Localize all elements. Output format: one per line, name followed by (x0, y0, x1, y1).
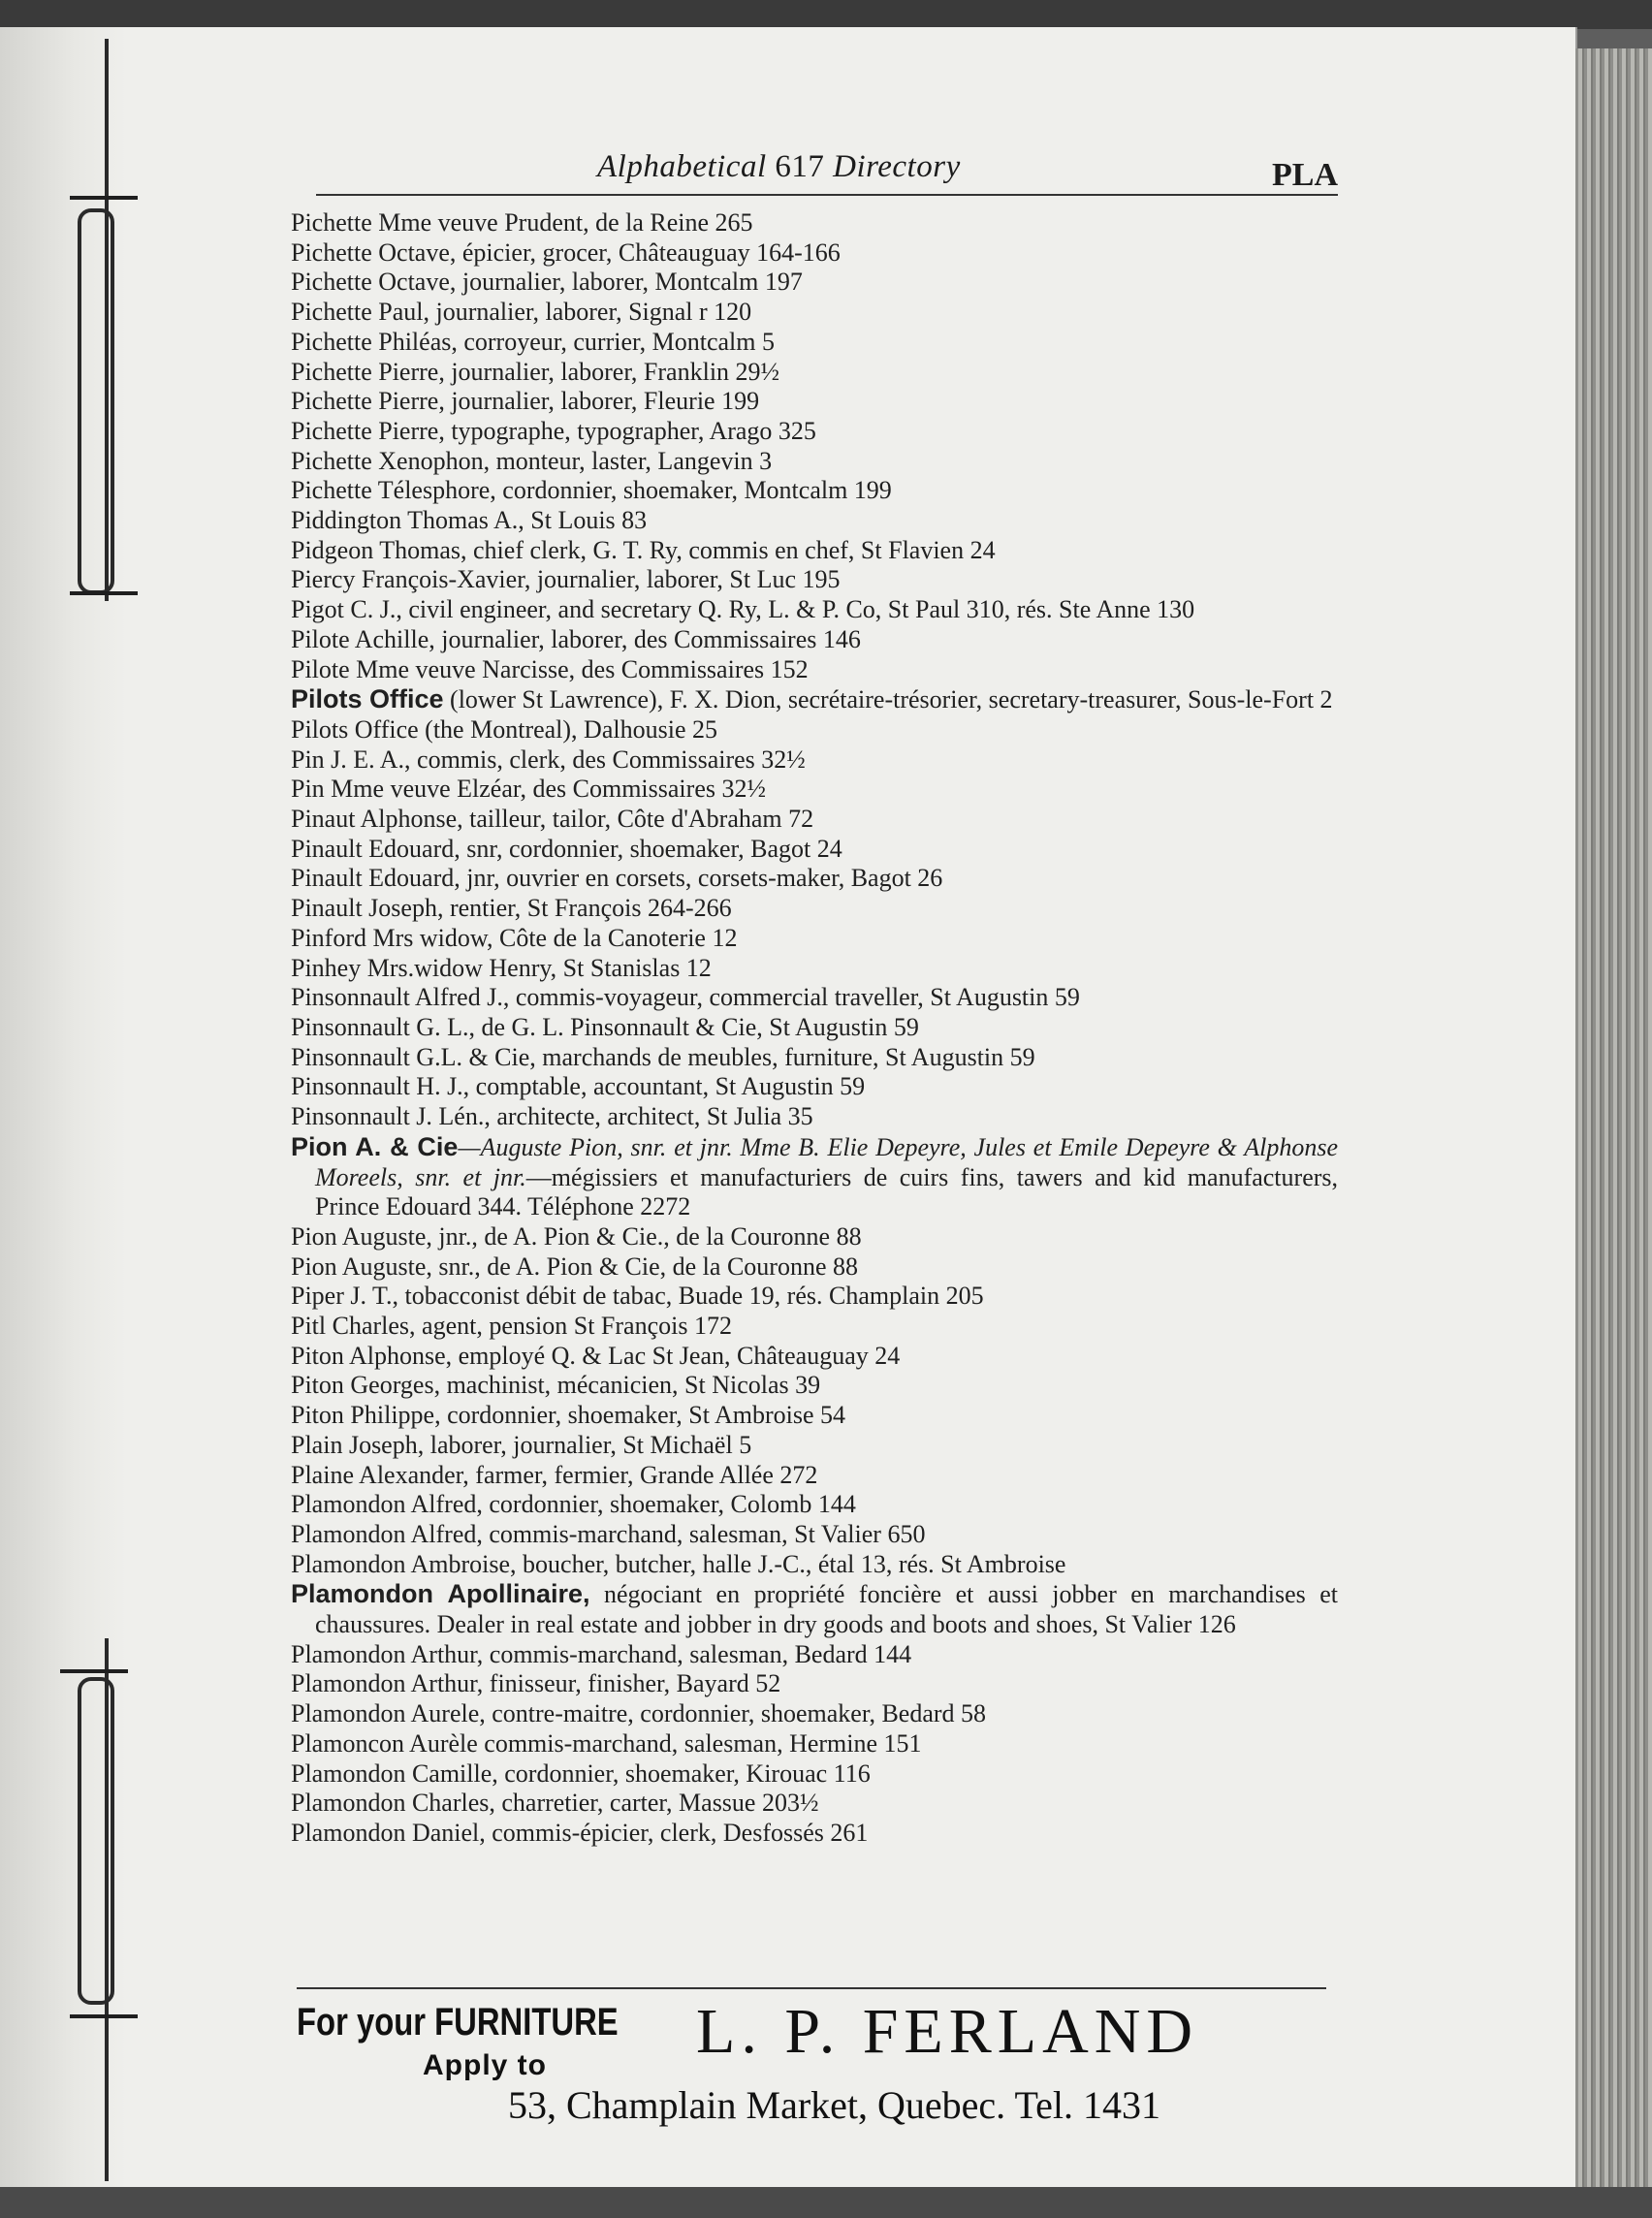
furniture-advertisement (297, 1987, 1326, 2135)
binding-stitch-mark (70, 2014, 138, 2018)
directory-entry (291, 1579, 1338, 1639)
directory-entry (291, 1819, 1338, 1849)
entry-text: Pinsonnault H. J., comptable, accountant, St Augustin 59 (291, 1072, 866, 1101)
directory-entry (291, 1669, 1338, 1699)
entry-text: Pilote Mme veuve Narcisse, des Commissaires 152 (291, 654, 809, 683)
entry-text: Plamondon Aurele, contre-maitre, cordonnier, shoemaker, Bedard 58 (291, 1699, 987, 1728)
directory-entry (291, 1550, 1338, 1580)
running-head (597, 149, 961, 185)
entry-text: Pinaut Alphonse, tailleur, tailor, Côte d'Abraham 72 (291, 805, 814, 834)
directory-entry (291, 625, 1338, 655)
running-head-right: Directory (833, 149, 961, 184)
directory-entry (291, 835, 1338, 865)
entry-text: Pichette Télesphore, cordonnier, shoemaker, Montcalm 199 (291, 476, 892, 505)
directory-entries (291, 208, 1338, 1849)
directory-entry (291, 1102, 1338, 1132)
entry-partners: —Auguste Pion, snr. et jnr. Mme B. Elie Depeyre, Jules et Emile Depeyre & Alphonse Moreels, snr. et jnr. (315, 1132, 1339, 1191)
directory-entry (291, 595, 1338, 625)
entry-text: Pion Auguste, jnr., de A. Pion & Cie., de la Couronne 88 (291, 1221, 862, 1251)
directory-entry (291, 983, 1338, 1013)
entry-text: Pichette Xenophon, monteur, laster, Langevin 3 (291, 446, 773, 475)
directory-entry (291, 238, 1338, 269)
directory-entry (291, 298, 1338, 328)
directory-entry (291, 328, 1338, 358)
entry-text: Pinault Edouard, jnr, ouvrier en corsets, corsets-maker, Bagot 26 (291, 864, 943, 893)
binding-stitch-mark (70, 196, 138, 200)
directory-entry (291, 805, 1338, 835)
directory-entry (291, 1132, 1338, 1222)
page-number: 617 (775, 149, 825, 184)
ad-headline: For your FURNITURE (297, 2001, 619, 2044)
entry-text: Pichette Pierre, journalier, laborer, Franklin 29½ (291, 357, 780, 386)
directory-entry (291, 715, 1338, 745)
directory-entry (291, 1640, 1338, 1670)
entry-text: Plaine Alexander, farmer, fermier, Grande Allée 272 (291, 1460, 818, 1489)
entry-text: Plamondon Ambroise, boucher, butcher, halle J.-C., étal 13, rés. St Ambroise (291, 1549, 1066, 1578)
directory-entry (291, 1013, 1338, 1043)
entry-text: négociant en propriété foncière et aussi jobber en marchandises et chaussures. Dealer in real estate and jobber in dry goods and boots and shoes, St Valier 126 (315, 1580, 1338, 1639)
running-head-left: Alphabetical (597, 149, 767, 184)
entry-text: Plamondon Arthur, commis-marchand, salesman, Bedard 144 (291, 1639, 912, 1668)
directory-entry (291, 894, 1338, 924)
directory-entry (291, 1252, 1338, 1283)
entry-text: Pinault Joseph, rentier, St François 264-266 (291, 894, 732, 923)
directory-entry (291, 1461, 1338, 1491)
entry-text: Pion Auguste, snr., de A. Pion & Cie, de la Couronne 88 (291, 1252, 858, 1281)
entry-text: Plamondon Charles, charretier, carter, Massue 203½ (291, 1789, 819, 1818)
entry-text: Pidgeon Thomas, chief clerk, G. T. Ry, commis en chef, St Flavien 24 (291, 535, 996, 564)
directory-entry (291, 1789, 1338, 1819)
directory-entry (291, 775, 1338, 805)
entry-text: Pichette Octave, épicier, grocer, Châteauguay 164-166 (291, 238, 841, 267)
entry-text: Pin Mme veuve Elzéar, des Commissaires 32½ (291, 775, 766, 804)
directory-entry (291, 1401, 1338, 1431)
entry-text: —mégissiers et manufacturiers de cuirs fins, tawers and kid manufacturers, Prince Edouard 344. Téléphone 2272 (315, 1162, 1339, 1221)
entry-name-bold: Pion A. & Cie (291, 1131, 459, 1161)
entry-text: Piper J. T., tobacconist débit de tabac, Buade 19, rés. Champlain 205 (291, 1282, 984, 1311)
directory-entry (291, 1371, 1338, 1401)
entry-text: Plamondon Daniel, commis-épicier, clerk, Desfossés 261 (291, 1818, 869, 1847)
entry-text: Pichette Pierre, journalier, laborer, Fleurie 199 (291, 387, 760, 416)
page-header (316, 145, 1338, 196)
directory-entry (291, 1342, 1338, 1372)
entry-text: Pichette Octave, journalier, laborer, Montcalm 197 (291, 268, 803, 297)
directory-entry (291, 1520, 1338, 1550)
entry-text: Piton Georges, machinist, mécanicien, St Nicolas 39 (291, 1371, 821, 1400)
entry-text: Piercy François-Xavier, journalier, laborer, St Luc 195 (291, 565, 841, 594)
entry-text: Plamondon Arthur, finisseur, finisher, Bayard 52 (291, 1669, 781, 1698)
directory-entry (291, 447, 1338, 477)
directory-entry (291, 208, 1338, 238)
entry-text: Pinsonnault G.L. & Cie, marchands de meubles, furniture, St Augustin 59 (291, 1042, 1035, 1071)
directory-entry (291, 864, 1338, 894)
directory-entry (291, 1431, 1338, 1461)
entry-text: Pinhey Mrs.widow Henry, St Stanislas 12 (291, 953, 712, 982)
entry-text: Pigot C. J., civil engineer, and secretary Q. Ry, L. & P. Co, St Paul 310, rés. Ste Anne 130 (291, 595, 1195, 624)
entry-name-bold: Pilots Office (291, 684, 444, 714)
binding-bulge-top (78, 208, 114, 594)
directory-entry (291, 417, 1338, 447)
directory-entry (291, 506, 1338, 536)
directory-entry (291, 565, 1338, 595)
entry-text: Plamondon Alfred, commis-marchand, salesman, St Valier 650 (291, 1519, 926, 1548)
entry-text: Pinford Mrs widow, Côte de la Canoterie 12 (291, 923, 738, 952)
entry-text: Piddington Thomas A., St Louis 83 (291, 506, 648, 535)
directory-entry (291, 1699, 1338, 1729)
entry-text: Plamoncon Aurèle commis-marchand, salesman, Hermine 151 (291, 1728, 922, 1758)
directory-entry (291, 358, 1338, 388)
entry-text: Piton Alphonse, employé Q. & Lac St Jean, Châteauguay 24 (291, 1341, 901, 1370)
directory-entry (291, 745, 1338, 776)
entry-text: Plamondon Alfred, cordonnier, shoemaker, Colomb 144 (291, 1490, 856, 1519)
entry-text: Pin J. E. A., commis, clerk, des Commissaires 32½ (291, 745, 806, 774)
directory-entry (291, 684, 1338, 715)
binding-stitch-mark (70, 591, 138, 595)
entry-text: Pinsonnault J. Lén., architecte, architect, St Julia 35 (291, 1102, 813, 1131)
scanner-top-edge (0, 0, 1652, 29)
directory-entry (291, 476, 1338, 506)
directory-entry (291, 387, 1338, 417)
entry-text: Pichette Pierre, typographe, typographer, Arago 325 (291, 416, 816, 445)
entry-text: Pinault Edouard, snr, cordonnier, shoemaker, Bagot 24 (291, 834, 842, 863)
section-code: PLA (1272, 157, 1338, 193)
entry-text: Pilots Office (the Montreal), Dalhousie 25 (291, 714, 717, 744)
entry-text: Pitl Charles, agent, pension St François 172 (291, 1312, 732, 1341)
entry-text: Plamondon Camille, cordonnier, shoemaker, Kirouac 116 (291, 1759, 871, 1788)
directory-entry (291, 954, 1338, 984)
entry-text: Piton Philippe, cordonnier, shoemaker, St Ambroise 54 (291, 1401, 846, 1430)
entry-text: Pilote Achille, journalier, laborer, des Commissaires 146 (291, 624, 861, 653)
entry-text: Plain Joseph, laborer, journalier, St Michaël 5 (291, 1430, 752, 1459)
binding-bulge-bottom (78, 1677, 114, 2005)
entry-text: Pinsonnault Alfred J., commis-voyageur, commercial traveller, St Augustin 59 (291, 983, 1080, 1012)
book-page-edges (1575, 48, 1652, 2218)
entry-name-bold: Plamondon Apollinaire, (291, 1579, 590, 1609)
ad-address: 53, Champlain Market, Quebec. Tel. 1431 (508, 2083, 1160, 2127)
directory-entry (291, 1222, 1338, 1252)
entry-text: Pichette Philéas, corroyeur, currier, Montcalm 5 (291, 327, 775, 356)
directory-entry (291, 1729, 1338, 1759)
scanner-bottom-edge (0, 2187, 1652, 2218)
directory-entry (291, 1043, 1338, 1073)
directory-entry (291, 1490, 1338, 1520)
binding-stitch-mark (60, 1669, 128, 1673)
directory-entry (291, 268, 1338, 298)
directory-entry (291, 1312, 1338, 1342)
directory-entry (291, 1759, 1338, 1790)
entry-text: Pinsonnault G. L., de G. L. Pinsonnault & Cie, St Augustin 59 (291, 1012, 919, 1041)
entry-text: Pichette Paul, journalier, laborer, Signal r 120 (291, 298, 752, 327)
directory-entry (291, 1282, 1338, 1312)
directory-entry (291, 536, 1338, 566)
ad-brand: L. P. FERLAND (696, 1996, 1199, 2067)
entry-text: Pichette Mme veuve Prudent, de la Reine 265 (291, 208, 753, 237)
directory-entry (291, 924, 1338, 954)
entry-text: (lower St Lawrence), F. X. Dion, secrétaire-trésorier, secretary-treasurer, Sous-le-Fort 2 (443, 685, 1333, 714)
directory-entry (291, 1072, 1338, 1102)
directory-entry (291, 655, 1338, 685)
ad-apply-to: Apply to (423, 2049, 547, 2081)
